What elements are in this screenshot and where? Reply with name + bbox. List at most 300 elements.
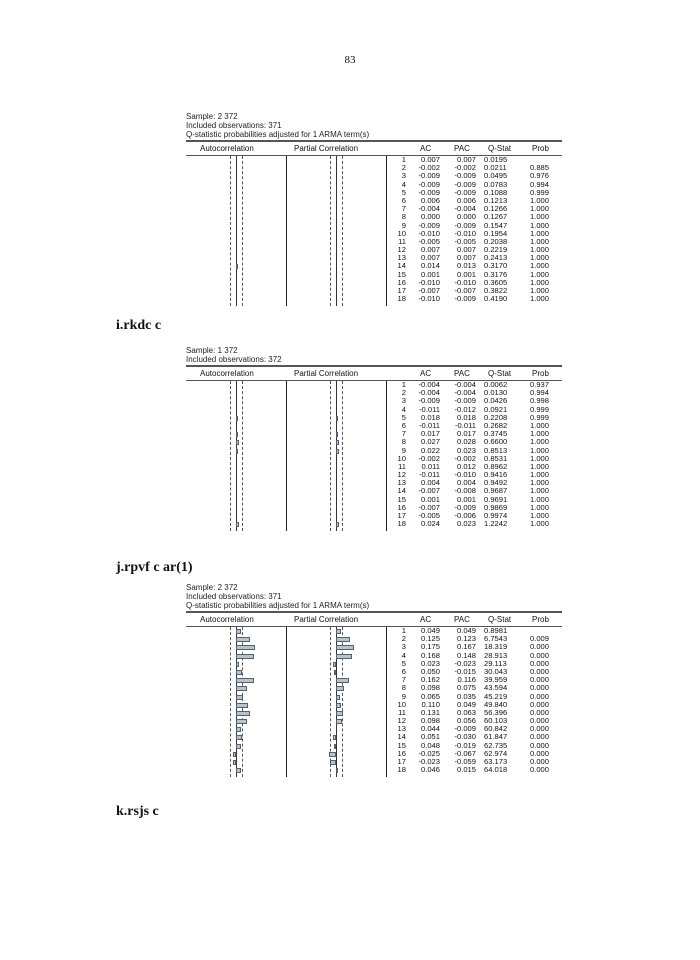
pac-cell: 0.007 — [456, 155, 476, 164]
pac-bar — [336, 645, 354, 650]
header-prob: Prob — [532, 369, 549, 378]
sample-text: Sample: 2 372 — [186, 583, 238, 592]
ac-cell: 0.110 — [421, 699, 440, 709]
qstat-cell: 0.0211 — [484, 163, 507, 173]
table-body — [186, 627, 562, 777]
prob-cell: 0.000 — [530, 666, 550, 676]
header-autocorrelation: Autocorrelation — [200, 369, 254, 378]
qstat-cell: 0.9687 — [484, 486, 508, 496]
lag-cell: 16 — [397, 502, 406, 512]
qstat-cell: 63.173 — [484, 757, 508, 766]
prob-cell: 0.000 — [530, 675, 550, 685]
lag-cell: 5 — [401, 658, 406, 668]
ac-bar — [236, 637, 250, 642]
ac-bar — [236, 727, 241, 732]
qstat-cell: 0.3176 — [484, 269, 508, 279]
table-header — [186, 142, 562, 156]
qstat-cell: 0.1213 — [484, 195, 508, 205]
pac-cell: -0.015 — [454, 666, 476, 676]
qstat-cell: 49.840 — [484, 699, 508, 709]
qstat-cell: 0.9416 — [484, 470, 508, 480]
pac-cell: -0.009 — [454, 171, 476, 181]
qstat-cell: 0.1267 — [484, 212, 508, 222]
lag-cell: 7 — [401, 429, 406, 439]
prob-cell: 1.000 — [530, 212, 550, 222]
lag-cell: 4 — [401, 650, 406, 660]
pac-bar — [336, 637, 350, 642]
ac-bar — [236, 670, 242, 675]
lag-cell: 14 — [397, 261, 406, 271]
pac-cell: -0.023 — [454, 658, 476, 668]
arma-note: Q-statistic probabilities adjusted for 1 ARMA term(s) — [186, 601, 370, 610]
ac-cell: -0.007 — [418, 286, 440, 295]
ac-bar — [236, 678, 254, 683]
lag-cell: 8 — [401, 437, 406, 447]
ac-cell: -0.010 — [418, 277, 440, 287]
header-prob: Prob — [532, 144, 549, 153]
qstat-cell: 0.1266 — [484, 204, 508, 214]
ac-cell: -0.010 — [418, 294, 440, 304]
table-body — [186, 381, 562, 531]
ac-cell: 0.018 — [420, 412, 440, 422]
pac-cell: 0.004 — [456, 478, 476, 488]
prob-cell: 1.000 — [530, 519, 550, 529]
ac-cell: -0.009 — [418, 187, 440, 197]
table-row — [186, 766, 562, 774]
pac-cell: -0.009 — [454, 179, 476, 189]
qstat-cell: 43.594 — [484, 683, 508, 693]
ac-cell: -0.005 — [418, 236, 440, 246]
pac-cell: 0.007 — [456, 253, 476, 263]
pac-cell: 0.018 — [456, 412, 476, 422]
lag-cell: 12 — [397, 470, 406, 480]
qstat-cell: 0.9869 — [484, 502, 508, 512]
header-partial-correlation: Partial Correlation — [294, 615, 359, 624]
lag-cell: 3 — [401, 171, 406, 181]
pac-cell: 0.017 — [456, 429, 476, 439]
pac-cell: 0.015 — [456, 765, 476, 775]
qstat-cell: 0.6600 — [484, 437, 508, 447]
lag-cell: 15 — [397, 494, 406, 504]
prob-cell: 1.000 — [530, 420, 550, 430]
header-ac: AC — [420, 144, 432, 153]
qstat-cell: 0.0062 — [484, 380, 508, 389]
pac-cell: 0.116 — [457, 675, 476, 685]
prob-cell: 1.000 — [530, 261, 550, 271]
caption-2: j.rpvf c ar(1) — [116, 560, 193, 575]
ac-bar — [236, 719, 247, 724]
lag-cell: 14 — [397, 486, 406, 496]
pac-bar — [336, 449, 339, 454]
qstat-cell: 0.2219 — [484, 245, 508, 255]
observations-text: Included observations: 372 — [186, 355, 282, 364]
lag-cell: 18 — [397, 765, 406, 775]
ac-cell: -0.005 — [418, 511, 440, 520]
caption-1: i.rkdc c — [116, 318, 162, 333]
lag-cell: 14 — [397, 732, 406, 742]
ac-bar — [236, 686, 247, 691]
header-autocorrelation: Autocorrelation — [200, 144, 254, 153]
prob-cell: 0.000 — [530, 748, 550, 758]
prob-cell: 1.000 — [530, 294, 550, 304]
pac-bar — [336, 695, 340, 700]
lag-cell: 9 — [401, 220, 406, 230]
lag-cell: 17 — [397, 286, 406, 295]
lag-cell: 16 — [397, 277, 406, 287]
pac-cell: 0.148 — [456, 650, 476, 660]
ac-cell: -0.007 — [418, 486, 440, 496]
caption-3: k.rsjs c — [116, 804, 159, 819]
qstat-cell: 0.2038 — [484, 236, 508, 246]
ac-cell: -0.009 — [418, 171, 440, 181]
qstat-cell: 0.0195 — [484, 155, 508, 164]
sample-text: Sample: 1 372 — [186, 346, 238, 355]
pac-bar — [336, 678, 349, 683]
lag-cell: 11 — [398, 236, 406, 246]
qstat-cell: 64.018 — [484, 765, 508, 775]
lag-cell: 8 — [401, 212, 406, 222]
qstat-cell: 0.8962 — [484, 461, 508, 471]
correlogram-panel-3 — [186, 583, 562, 777]
qstat-cell: 0.0495 — [484, 171, 508, 181]
pac-cell: -0.006 — [454, 511, 476, 520]
ac-cell: 0.007 — [420, 253, 440, 263]
pac-cell: 0.049 — [456, 626, 476, 635]
ac-cell: 0.001 — [420, 269, 440, 279]
pac-cell: 0.123 — [456, 634, 476, 644]
qstat-cell: 28.913 — [484, 650, 508, 660]
lag-cell: 7 — [401, 204, 406, 214]
qstat-cell: 61.847 — [484, 732, 508, 742]
pac-cell: -0.011 — [455, 420, 476, 430]
ac-cell: 0.011 — [421, 461, 440, 471]
pac-cell: 0.056 — [456, 716, 476, 726]
pac-bar — [333, 735, 336, 740]
prob-cell: 1.000 — [530, 245, 550, 255]
ac-bar — [236, 744, 241, 749]
ac-cell: -0.009 — [418, 179, 440, 189]
lag-cell: 3 — [401, 396, 406, 406]
pac-cell: 0.028 — [456, 437, 476, 447]
pac-cell: 0.063 — [456, 707, 476, 717]
prob-cell: 0.999 — [530, 404, 550, 414]
lag-cell: 11 — [398, 461, 406, 471]
ac-bar — [233, 760, 236, 765]
pac-cell: -0.009 — [454, 724, 476, 734]
prob-cell: 1.000 — [530, 461, 550, 471]
pac-cell: -0.005 — [454, 236, 476, 246]
pac-cell: -0.009 — [454, 294, 476, 304]
qstat-cell: 0.9691 — [484, 494, 508, 504]
lag-cell: 15 — [397, 269, 406, 279]
ac-cell: -0.004 — [418, 380, 440, 389]
qstat-cell: 0.0426 — [484, 396, 508, 406]
prob-cell: 0.994 — [530, 388, 550, 398]
qstat-cell: 0.0130 — [484, 388, 508, 398]
lag-cell: 17 — [397, 757, 406, 766]
pac-cell: 0.023 — [456, 519, 476, 529]
pac-cell: 0.012 — [456, 461, 476, 471]
lag-cell: 2 — [401, 388, 406, 398]
pac-bar — [336, 654, 352, 659]
correlogram-panel-2 — [186, 346, 562, 531]
qstat-cell: 62.735 — [484, 740, 508, 750]
prob-cell: 0.999 — [530, 412, 550, 422]
lag-cell: 4 — [401, 179, 406, 189]
qstat-cell: 0.0783 — [484, 179, 508, 189]
prob-cell: 0.000 — [530, 683, 550, 693]
ac-cell: -0.004 — [418, 204, 440, 214]
qstat-cell: 0.3745 — [484, 429, 508, 439]
ac-bar — [236, 416, 238, 421]
ac-bar — [236, 703, 248, 708]
arma-note: Q-statistic probabilities adjusted for 1 ARMA term(s) — [186, 130, 370, 139]
lag-cell: 13 — [397, 724, 406, 734]
lag-cell: 13 — [397, 253, 406, 263]
prob-cell: 0.999 — [530, 187, 550, 197]
ac-cell: 0.051 — [420, 732, 440, 742]
prob-cell: 1.000 — [530, 486, 550, 496]
lag-cell: 8 — [401, 683, 406, 693]
prob-cell: 0.000 — [530, 650, 550, 660]
qstat-cell: 30.043 — [484, 666, 508, 676]
ac-cell: -0.002 — [418, 453, 440, 463]
qstat-cell: 0.1547 — [484, 220, 508, 230]
header-partial-correlation: Partial Correlation — [294, 144, 359, 153]
prob-cell: 0.000 — [530, 658, 550, 668]
table-body — [186, 156, 562, 306]
ac-cell: 0.024 — [420, 519, 440, 529]
prob-cell: 0.000 — [530, 707, 550, 717]
table-header — [186, 367, 562, 381]
prob-cell: 1.000 — [530, 269, 550, 279]
pac-cell: 0.035 — [456, 691, 476, 701]
ac-cell: 0.048 — [420, 740, 440, 750]
qstat-cell: 0.2208 — [484, 412, 508, 422]
ac-cell: -0.009 — [418, 396, 440, 406]
pac-cell: -0.004 — [454, 388, 476, 398]
pac-cell: -0.002 — [454, 453, 476, 463]
pac-cell: 0.023 — [456, 445, 476, 455]
ac-bar — [236, 654, 254, 659]
qstat-cell: 6.7543 — [484, 634, 508, 644]
prob-cell: 1.000 — [530, 195, 550, 205]
observations-text: Included observations: 371 — [186, 121, 282, 130]
lag-cell: 9 — [401, 445, 406, 455]
ac-cell: 0.049 — [420, 626, 440, 635]
lag-cell: 1 — [401, 155, 406, 164]
lag-cell: 18 — [397, 294, 406, 304]
ac-cell: 0.131 — [420, 707, 440, 717]
ac-cell: -0.023 — [418, 757, 440, 766]
lag-cell: 1 — [401, 626, 406, 635]
ac-bar — [236, 440, 239, 445]
ac-bar — [233, 752, 236, 757]
ac-cell: 0.098 — [420, 716, 440, 726]
pac-cell: 0.001 — [456, 494, 476, 504]
header-autocorrelation: Autocorrelation — [200, 615, 254, 624]
prob-cell: 0.000 — [530, 699, 550, 709]
pac-cell: -0.004 — [454, 204, 476, 214]
ac-cell: 0.017 — [420, 429, 440, 439]
qstat-cell: 0.9492 — [484, 478, 508, 488]
lag-cell: 6 — [401, 666, 406, 676]
pac-bar — [336, 440, 339, 445]
pac-cell: -0.007 — [454, 286, 476, 295]
sample-text: Sample: 2 372 — [186, 112, 238, 121]
header-ac: AC — [420, 615, 432, 624]
ac-bar — [236, 735, 242, 740]
qstat-cell: 0.3170 — [484, 261, 508, 271]
pac-cell: -0.009 — [454, 187, 476, 197]
prob-cell: 0.937 — [530, 380, 550, 389]
ac-cell: 0.014 — [420, 261, 440, 271]
prob-cell: 0.000 — [530, 724, 550, 734]
lag-cell: 10 — [397, 699, 406, 709]
prob-cell: 1.000 — [530, 502, 550, 512]
lag-cell: 15 — [397, 740, 406, 750]
pac-bar — [334, 744, 336, 749]
lag-cell: 5 — [401, 187, 406, 197]
ac-cell: -0.009 — [418, 220, 440, 230]
pac-cell: -0.002 — [454, 163, 476, 173]
lag-cell: 16 — [397, 748, 406, 758]
prob-cell: 0.000 — [530, 765, 550, 775]
ac-cell: 0.065 — [420, 691, 440, 701]
lag-cell: 9 — [401, 691, 406, 701]
prob-cell: 0.009 — [530, 634, 550, 644]
qstat-cell: 0.4190 — [484, 294, 508, 304]
lag-cell: 12 — [397, 716, 406, 726]
lag-cell: 2 — [401, 634, 406, 644]
pac-cell: 0.167 — [456, 642, 476, 652]
ac-cell: 0.027 — [420, 437, 440, 447]
qstat-cell: 0.2682 — [484, 420, 508, 430]
qstat-cell: 0.8531 — [484, 453, 508, 463]
qstat-cell: 1.2242 — [484, 519, 508, 529]
header-pac: PAC — [454, 615, 470, 624]
table-row — [186, 295, 562, 303]
prob-cell: 0.000 — [530, 740, 550, 750]
lag-cell: 13 — [397, 478, 406, 488]
ac-bar — [236, 711, 250, 716]
pac-cell: -0.012 — [454, 404, 476, 414]
prob-cell: 0.885 — [530, 163, 550, 173]
ac-cell: 0.007 — [420, 155, 440, 164]
qstat-cell: 60.842 — [484, 724, 508, 734]
pac-cell: -0.009 — [454, 396, 476, 406]
ac-cell: -0.011 — [419, 420, 440, 430]
table-header — [186, 613, 562, 627]
prob-cell: 1.000 — [530, 277, 550, 287]
pac-bar — [336, 719, 342, 724]
prob-cell: 1.000 — [530, 494, 550, 504]
prob-cell: 1.000 — [530, 478, 550, 488]
lag-cell: 17 — [397, 511, 406, 520]
lag-cell: 7 — [401, 675, 406, 685]
pac-cell: -0.010 — [454, 277, 476, 287]
pac-bar — [336, 686, 344, 691]
pac-cell: -0.009 — [454, 220, 476, 230]
lag-cell: 12 — [397, 245, 406, 255]
ac-cell: 0.022 — [420, 445, 440, 455]
ac-cell: -0.010 — [418, 228, 440, 238]
pac-bar — [336, 416, 338, 421]
ac-cell: 0.023 — [420, 658, 440, 668]
pac-cell: 0.007 — [456, 245, 476, 255]
header-pac: PAC — [454, 144, 470, 153]
prob-cell: 1.000 — [530, 220, 550, 230]
prob-cell: 1.000 — [530, 204, 550, 214]
pac-bar — [336, 432, 338, 437]
ac-bar — [236, 264, 238, 269]
pac-cell: -0.004 — [454, 380, 476, 389]
ac-cell: 0.162 — [420, 675, 440, 685]
header-ac: AC — [420, 369, 432, 378]
ac-cell: 0.001 — [420, 494, 440, 504]
pac-cell: 0.006 — [456, 195, 476, 205]
ac-cell: 0.007 — [420, 245, 440, 255]
ac-cell: 0.046 — [420, 765, 440, 775]
lag-cell: 6 — [401, 195, 406, 205]
header-qstat: Q-Stat — [488, 615, 512, 624]
pac-cell: 0.013 — [456, 261, 476, 271]
ac-bar — [236, 662, 239, 667]
qstat-cell: 60.103 — [484, 716, 508, 726]
observations-text: Included observations: 371 — [186, 592, 282, 601]
lag-cell: 18 — [397, 519, 406, 529]
prob-cell: 1.000 — [530, 453, 550, 463]
pac-bar — [336, 711, 343, 716]
lag-cell: 10 — [397, 228, 406, 238]
qstat-cell: 0.1088 — [484, 187, 508, 197]
ac-bar — [236, 432, 238, 437]
pac-cell: 0.075 — [456, 683, 476, 693]
prob-cell: 1.000 — [530, 236, 550, 246]
ac-cell: -0.007 — [418, 502, 440, 512]
ac-cell: 0.050 — [420, 666, 440, 676]
lag-cell: 6 — [401, 420, 406, 430]
prob-cell: 0.000 — [530, 716, 550, 726]
qstat-cell: 0.3605 — [484, 277, 508, 287]
pac-bar — [333, 662, 336, 667]
pac-cell: -0.010 — [454, 228, 476, 238]
lag-cell: 10 — [397, 453, 406, 463]
qstat-cell: 0.9974 — [484, 511, 508, 520]
header-partial-correlation: Partial Correlation — [294, 369, 359, 378]
header-qstat: Q-Stat — [488, 144, 512, 153]
pac-bar — [336, 703, 341, 708]
qstat-cell: 29.113 — [484, 658, 507, 668]
lag-cell: 2 — [401, 163, 406, 173]
qstat-cell: 0.8513 — [484, 445, 508, 455]
pac-cell: 0.000 — [456, 212, 476, 222]
ac-cell: -0.002 — [418, 163, 440, 173]
pac-cell: 0.001 — [456, 269, 476, 279]
prob-cell: 0.976 — [530, 171, 550, 181]
pac-cell: -0.010 — [454, 470, 476, 480]
prob-cell: 1.000 — [530, 429, 550, 439]
pac-bar — [336, 629, 341, 634]
page-number: 83 — [344, 54, 356, 66]
header-prob: Prob — [532, 615, 549, 624]
ac-cell: -0.025 — [418, 748, 440, 758]
pac-cell: -0.009 — [454, 502, 476, 512]
ac-cell: -0.004 — [418, 388, 440, 398]
lag-cell: 11 — [398, 707, 406, 717]
pac-cell: -0.059 — [454, 757, 476, 766]
qstat-cell: 0.0921 — [484, 404, 508, 414]
